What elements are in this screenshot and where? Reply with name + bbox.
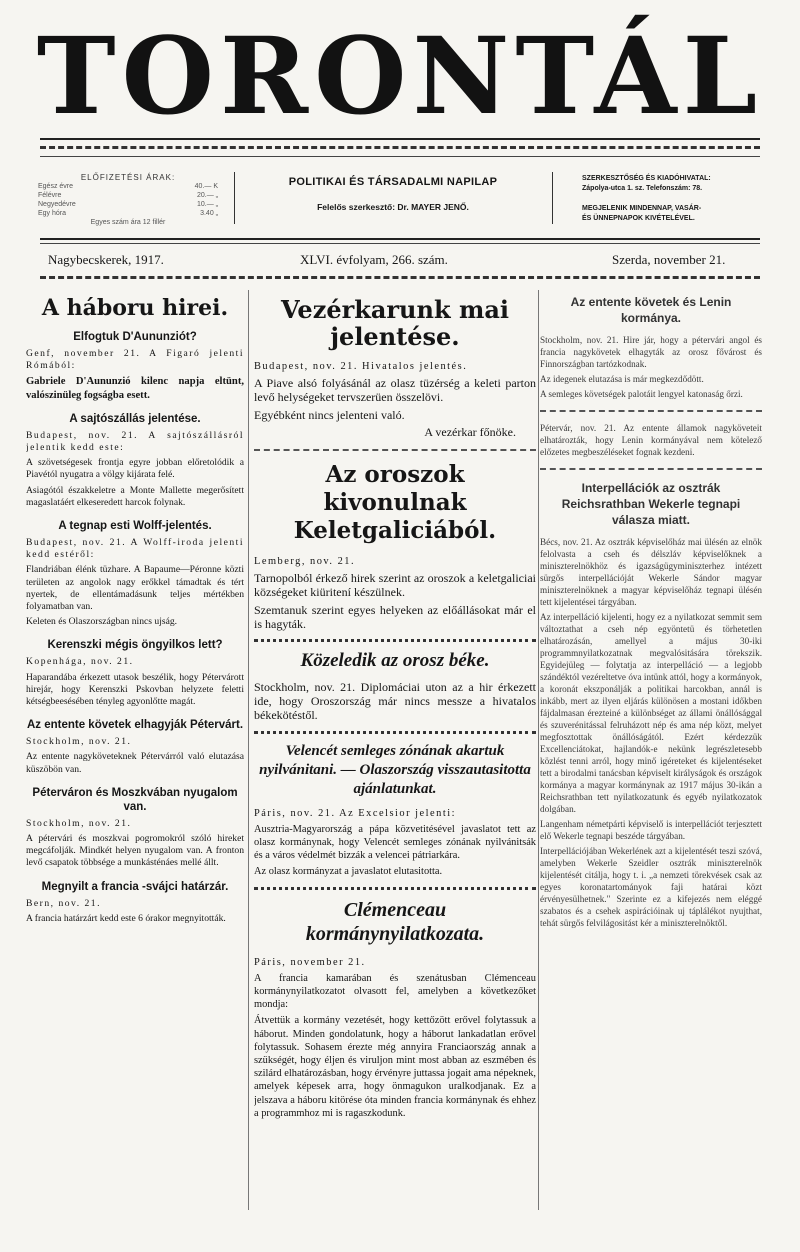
article-text: Az olasz kormányzat a javaslatot elutasitotta.: [254, 866, 443, 878]
article-headline: Az entente követek és Lenin kormánya.: [570, 295, 732, 325]
dateline-date: Szerda, november 21.: [612, 252, 726, 267]
article-text: Asiagótól északkeletre a Monte Mallette megerősített magaslatáért elkeseredett harcok folynak.: [26, 484, 244, 508]
article-headline: Clémenceau kormánynyilatkozata.: [305, 898, 485, 945]
header-divider: [234, 172, 235, 224]
article-separator: [540, 468, 762, 470]
article-text: Keleten és Olaszországban nincs ujság.: [26, 616, 178, 628]
article-headline: Péterváron és Moszkvában nyugalom van.: [32, 786, 238, 813]
article-headline: Kerenszki mégis öngyilkos lett?: [47, 639, 223, 652]
article-text: Szemtanuk szerint egyes helyeken az előállásokat már el is hagyták.: [254, 602, 536, 631]
article-headline: Az entente követek elhagyják Pétervárt.: [26, 719, 244, 732]
article-headline: Interpellációk az osztrák Reichsrathban Wekerle tegnapi válasza miatt.: [561, 481, 741, 527]
article-headline: Velencét semleges zónának akartuk nyilvánitani. — Olaszország visszautasitotta ajánlatunkat.: [259, 742, 531, 797]
masthead-title: TORONTÁL: [36, 13, 764, 138]
article-text: Langenham németpárti képviselő is interpellációt terjesztett elő Wekerle tegnapi beszéde tárgyában.: [540, 819, 762, 841]
dateline-place: Nagybecskerek, 1917.: [48, 252, 164, 267]
article-text: A pétervári és moszkvai pogromokról szóló hireket megcáfolják. Mindkét helyen nyugalom van. A fronton levő csapatok többsége a munkásténáes mellé állt.: [26, 833, 244, 869]
column-rule: [538, 290, 539, 1210]
article-dateline: Kopenhága, nov. 21.: [26, 656, 134, 668]
article-dateline: Budapest, nov. 21. A sajtószállásról jelentik kedd este:: [26, 429, 244, 454]
article-text: Gabriele D'Aununzió kilenc napja eltünt, valószinüleg fogságba esett.: [26, 376, 244, 401]
article-dateline: Bern, nov. 21.: [26, 897, 102, 909]
article-text: A francia kamarában és szenátusban Clémenceau kormánynyilatkozatot olvasott fel, amelyben a következőket mondja:: [254, 972, 536, 1011]
article-headline: Vezérkarunk mai jelentése.: [281, 295, 509, 351]
dateline-volume: XLVI. évfolyam, 266. szám.: [300, 252, 448, 267]
article-text: Egyébként nincs jelenteni való.: [254, 407, 405, 422]
dateline-rule: [40, 276, 760, 279]
masthead-rule-thin: [40, 156, 760, 157]
masthead-ornament: [40, 146, 760, 149]
article-text: Flandriában élénk tüzhare. A Bapaume—Péronne közti területen az angolok nagy erőkkel támadtak és tért nyertek, de ellentámadásunk teljes mértékben folyamatban van.: [26, 564, 244, 613]
article-dateline: Páris, november 21.: [254, 956, 366, 968]
article-dateline: Stockholm, nov. 21.: [26, 736, 132, 748]
article-headline: A sajtószállás jelentése.: [69, 412, 201, 425]
header-rule-thin: [40, 243, 760, 244]
office-info: [582, 174, 770, 224]
paper-subtitle: POLITIKAI ÉS TÁRSADALMI NAPILAP: [288, 176, 498, 188]
article-headline: Megnyilt a francia -svájci határzár.: [41, 880, 229, 893]
header-divider: [552, 172, 553, 224]
section-title: A háboru hirei.: [41, 295, 229, 321]
header-rule: [40, 238, 760, 240]
article-text: Az entente nagyköveteknek Pétervárról való elutazása küszöbön van.: [26, 751, 244, 775]
price-row: Egy hóra 3.40 „: [38, 210, 218, 217]
editor-line: Felelős szerkesztő: Dr. MAYER JENŐ.: [317, 202, 469, 212]
article-text: Haparandába érkezett utasok beszélik, hogy Pétervárott hirejár, hogy Kerenszki Pskovban helyzete feletti kétségbeesésében tényleg agyonlőtte magát.: [26, 671, 244, 708]
article-signature: A vezérkar főnöke.: [424, 424, 516, 439]
article-separator: [540, 410, 762, 412]
article-separator: [254, 449, 536, 451]
article-dateline: Páris, nov. 21. Az Excelsior jelenti:: [254, 807, 456, 819]
paper-info: [248, 176, 538, 212]
masthead-rule: [40, 138, 760, 140]
article-text: Bécs, nov. 21. Az osztrák képviselőház mai ülésén az elnök felolvasta a cseh és délszláv képviselőknek a miniszterelnökhöz és igazságügyminiszterhez intézett sürgős interpellációját Wekerle Sándor magyar miniszterelnöknek a magyar képviselőház tegnapi ülésén tett kijelentései tárgyában.: [540, 537, 762, 607]
column-right: [540, 290, 762, 932]
price-row: Egész évre 40.— K: [38, 183, 218, 190]
article-headline: Közeledik az orosz béke.: [300, 650, 490, 672]
article-dateline: Budapest, nov. 21. Hivatalos jelentés.: [254, 361, 468, 372]
article-dateline: Lemberg, nov. 21.: [254, 556, 356, 568]
office-line: SZERKESZTŐSÉG ÉS KIADÓHIVATAL:: [582, 175, 711, 182]
office-line: Zápolya-utca 1. sz. Telefonszám: 78.: [582, 185, 703, 192]
article-text: Az interpelláció kijelenti, hogy ez a nyilatkozat semmit sem változtathat a cseh nép egyöntetü és törhetetlen elhatározásán, amellyel a május 30-iki programmnyilatkozatnak megvalósitására törekszik. Egyidejüleg — folytatja az interpelláció — a legjobb szándéktól vezéreltetve óva intünk attól, hogy a kormányok, a koronát ekszponálják a politikai harcokban, annál is inkább, mert az ilyen eljárás különösen a mostani időkben fájdalmasan érezteiné a különbséget az állami önállósággal és szuverénitással felruházott nép és ama nép közt, melyet megfosztottak önállóságától. Ezért kérdezzük Excellenciátokat, hajlandók-e nekünk legrészletesebb közlést tenni arról, hogy minő igéreteket és kijelentéseket tett a birodalmi tanácsban képviselt királyságok és országok kormánya a magyar kormánynak az 1917 május 30-ikán a Reichsrathban tett nyilatkozatunk és egyéb nyilatkozatok dolgában.: [540, 612, 762, 814]
column-left: [26, 290, 244, 928]
office-line: ÉS ÜNNEPNAPOK KIVÉTELÉVEL.: [582, 215, 695, 222]
article-text: Stockholm, nov. 21. Hire jár, hogy a pétervári angol és francia nagykövetek elhagyták az orosz fővárost és Finnországban tartózkodnak.: [540, 335, 762, 369]
column-rule: [248, 290, 249, 1210]
article-text: A Piave alsó folyásánál az olasz tüzérség a keleti parton levő helységeket tervszerüen összelövi.: [254, 376, 536, 405]
article-dateline: Budapest, nov. 21. A Wolff-iroda jelenti kedd estéről:: [26, 537, 244, 561]
article-text: Tarnopolból érkező hirek szerint az oroszok a keletgaliciai községeket kiüritení készülnek.: [254, 571, 536, 600]
column-center: [254, 290, 536, 1123]
article-headline: A tegnap esti Wolff-jelentés.: [58, 520, 212, 533]
article-text: Ausztria-Magyarország a pápa közvetitésével javaslatot tett az olasz kormánynak, hogy Velencét semleges zónának nyilvánitsák és a város védelmét bizzák a velencei pátriarkára.: [254, 823, 536, 862]
subscription-prices: [38, 173, 218, 227]
subscription-heading: ELŐFIZETÉSI ÁRAK:: [80, 173, 176, 182]
article-text: A semleges követségek palotáit lengyel katonaság őrzi.: [540, 389, 743, 399]
article-dateline: Stockholm, nov. 21.: [26, 817, 132, 829]
article-text: A francia határzárt kedd este 6 órakor megnyitották.: [26, 912, 226, 924]
price-row: Negyedévre 10.— „: [38, 201, 218, 208]
article-text: Átvettük a kormány vezetését, hogy kettőzött erővel folytassuk a háborut. Minden gondolatunk, hogy a háborut lankadatlan erővel folytassuk. Sohasem érezte még annyira Franciaország annak a szükségét, hogy éljen és viruljon mint most abban az eszmében és szilárd elhatározásban, hogy érvényre juttassa jogait ama népeknek, amelyek képesek arra, hogy önmagukon uralkodjanak. Ez a jelszava a háboru kitörése óta minden francia kormánynak és ehhez a programmhoz mi is ragaszkodunk.: [254, 1015, 536, 1119]
article-separator: [254, 887, 536, 890]
article-dateline: Genf, november 21. A Figaró jelenti Rómából:: [26, 348, 244, 372]
article-separator: [254, 731, 536, 734]
article-text: Pétervár, nov. 21. Az entente államok nagyköveteit elhatározták, hogy Lenin kormányával nem kötelező előzetes megbeszéléseket fognak kezdeni.: [540, 423, 762, 457]
article-text: Az idegenek elutazása is már megkezdődött.: [540, 374, 704, 384]
article-text: Stockholm, nov. 21. Diplomáciai uton az a hir érkezett ide, hogy Oroszország már nincs messze a hivatalos békekötéstől.: [254, 680, 536, 723]
price-row: Félévre 20.— „: [38, 192, 218, 199]
article-headline: Elfogtuk D'Aununziót?: [73, 331, 197, 343]
office-line: MEGJELENIK MINDENNAP, VASÁR-: [582, 205, 702, 212]
single-copy-price: Egyes szám ára 12 fillér: [90, 219, 166, 226]
article-separator: [254, 639, 536, 642]
article-text: Interpellációjában Wekerlének azt a kijelentését teszi szóvá, amelyben Wekerle Szeidler osztrák miniszterelnök kijelentését citálja, hogy t. i. „a nemzeti törekvések csak az egyes koronatartományok faji határai közt érvényesülhetnek." Szerinte ez a kifejezés nem eléggé szabatos és a csehek aspirációinak uj táplálékot nyujthat, tehát sürgős felvilágositást kér a miniszterelnöktől.: [540, 846, 762, 928]
article-text: A szövetségesek frontja egyre jobban előretolódik a Piavétól nyugatra a völgy kijárata felé.: [26, 457, 244, 481]
article-headline: Az oroszok kivonulnak Keletgaliciából.: [293, 461, 497, 545]
